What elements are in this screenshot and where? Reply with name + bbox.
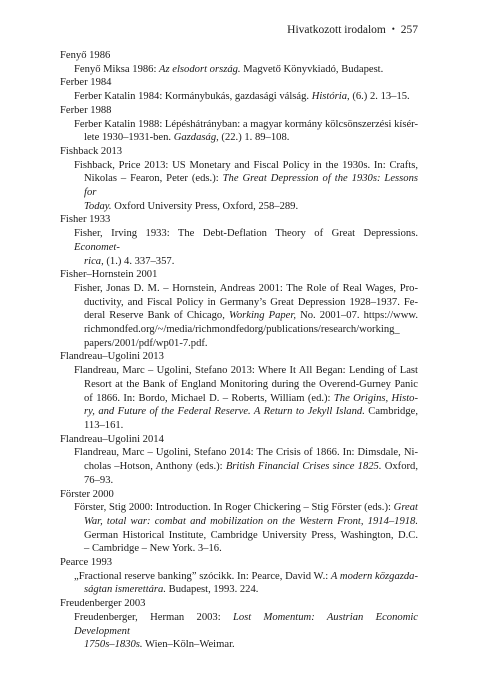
reference-segment: 113–161.: [84, 419, 124, 431]
reference-title-italic: ságtan ismerettára.: [84, 584, 167, 596]
reference-key: Ferber 1988: [60, 104, 112, 116]
reference-segment: , (6.) 2. 13–15.: [347, 91, 410, 103]
reference-text: [60, 282, 418, 351]
reference-line: [74, 638, 418, 652]
reference-line: [74, 282, 418, 296]
reference-segment: Fenyő Miksa 1986:: [74, 63, 160, 75]
reference-key: Fisher 1933: [60, 214, 111, 226]
reference-segment: 76–93.: [84, 474, 114, 486]
page-number: 257: [400, 24, 418, 36]
reference-segment: Flandreau, Marc – Ugolini, Stefano 2014: The Crisis of 1866. In: Dimsdale, Ni-: [74, 447, 418, 459]
reference-segment: Freudenberger, Herman 2003:: [74, 611, 233, 623]
reference-segment: papers/2001/pdf/wp01-7.pdf.: [84, 337, 208, 349]
running-header: [287, 24, 418, 36]
reference-line: [74, 364, 418, 378]
reference-line: [74, 460, 418, 474]
reference-segment: German Historical Institute, Cambridge University Press, Washington, D.C.: [84, 529, 418, 541]
reference-segment: lete 1930–1931-ben.: [84, 132, 174, 144]
reference-title-italic: Working Paper,: [228, 310, 296, 322]
reference-line: [74, 200, 418, 214]
reference-line: [74, 542, 418, 556]
reference-segment: Fishback, Price 2013: US Monetary and Fiscal Policy in the 1930s. In: Crafts,: [74, 159, 418, 171]
section-title: Hivatkozott irodalom: [287, 24, 386, 36]
reference-line: [74, 446, 418, 460]
reference-key: Flandreau–Ugolini 2013: [60, 351, 164, 363]
reference-line: [74, 337, 418, 351]
reference-line: [74, 90, 418, 104]
reference-line: [74, 323, 418, 337]
reference-segment: „Fractional reserve banking” szócikk. In: Pearce, David W.:: [74, 570, 331, 582]
reference-segment: No. 2001–07. https://www.: [295, 310, 418, 322]
reference-line: [74, 296, 418, 310]
reference-text: [60, 63, 418, 77]
reference-title-italic: Great: [393, 502, 418, 514]
reference-line: [74, 378, 418, 392]
reference-text: [60, 570, 418, 597]
reference-segment: Ferber Katalin 1984: Kormánybukás, gazdasági válság.: [74, 91, 312, 103]
reference-key: Fishback 2013: [60, 145, 123, 157]
reference-segment: Budapest, 1993. 224.: [166, 584, 259, 596]
reference-segment: Flandreau, Marc – Ugolini, Stefano 2013: Where It All Began: Lending of Last: [74, 365, 418, 377]
reference-title-italic: British Financial Crises since 1825.: [225, 461, 382, 473]
reference-line: [74, 255, 418, 269]
reference-key: Ferber 1984: [60, 77, 112, 89]
reference-line: [74, 309, 418, 323]
reference-line: [74, 570, 418, 584]
reference-key: Förster 2000: [60, 488, 114, 500]
reference-text: [60, 118, 418, 145]
reference-key: Fisher–Hornstein 2001: [60, 269, 158, 281]
reference-line: [74, 159, 418, 173]
reference-segment: richmondfed.org/~/media/richmondfedorg/publications/research/working_: [84, 324, 400, 336]
reference-title-italic: Economet-: [74, 241, 120, 253]
reference-segment: cholas –Hotson, Anthony (eds.):: [84, 461, 226, 473]
reference-segment: Nikolas – Fearon, Peter (eds.):: [84, 173, 223, 185]
reference-key: Flandreau–Ugolini 2014: [60, 433, 164, 445]
reference-title-italic: Today.: [84, 200, 112, 212]
reference-line: [74, 118, 418, 132]
reference-text: [60, 446, 418, 487]
reference-key: Pearce 1993: [60, 557, 113, 569]
reference-title-italic: 1750s–1830s.: [84, 639, 143, 651]
reference-line: [74, 419, 418, 433]
bullet-separator: •: [391, 24, 395, 34]
reference-text: [60, 159, 418, 214]
reference-segment: Wien–Köln–Weimar.: [142, 639, 235, 651]
reference-title-italic: Az elsodort ország.: [159, 63, 241, 75]
reference-line: [74, 63, 418, 77]
reference-title-italic: Lost Momentum: Austrian Economic Development: [74, 611, 418, 637]
reference-text: [60, 364, 418, 433]
reference-segment: Cambridge,: [364, 406, 418, 418]
reference-segment: Fisher, Irving 1933: The Debt-Deflation Theory of Great Depressions.: [74, 228, 418, 240]
reference-line: [74, 227, 418, 254]
reference-text: [60, 611, 418, 652]
reference-title-italic: Gazdaság: [173, 132, 217, 144]
reference-segment: Magvető Könyvkiadó, Budapest.: [240, 63, 384, 75]
reference-key: Freudenberger 2003: [60, 598, 146, 610]
reference-segment: Förster, Stig 2000: Introduction. In Roger Chickering – Stig Förster (eds.):: [74, 502, 394, 514]
reference-text: [60, 227, 418, 268]
reference-segment: of 1866. In: Bordo, Michael D. – Roberts, William (ed.):: [84, 392, 334, 404]
reference-title-italic: rica: [84, 255, 102, 267]
reference-line: [74, 529, 418, 543]
reference-line: [74, 131, 418, 145]
reference-segment: Ferber Katalin 1988: Lépéshátrányban: a magyar kormány kölcsönszerzési kísér-: [74, 118, 418, 130]
reference-segment: ductivity, and Fiscal Policy in Germany’s Great Depression 1928–1937. Fe-: [84, 296, 418, 308]
reference-line: [74, 611, 418, 638]
reference-line: [74, 474, 418, 488]
reference-title-italic: ry, and Future of the Federal Reserve. A Return to Jekyll Island.: [84, 406, 365, 418]
reference-segment: Fisher, Jonas D. M. – Hornstein, Andreas 2001: The Role of Real Wages, Pro-: [74, 282, 418, 294]
reference-line: [74, 405, 418, 419]
reference-title-italic: The Great Depression of the 1930s: Lessons for: [84, 173, 418, 199]
reference-line: [74, 515, 418, 529]
reference-title-italic: História: [311, 91, 348, 103]
reference-segment: , (1.) 4. 337–357.: [101, 255, 175, 267]
reference-key: Fenyő 1986: [60, 50, 111, 61]
reference-text: [60, 90, 418, 104]
reference-title-italic: The Origins, Histo-: [333, 392, 419, 404]
reference-segment: Oxford,: [381, 461, 418, 473]
reference-title-italic: A modern közgazda-: [330, 570, 418, 582]
reference-segment: Oxford University Press, Oxford, 258–289.: [111, 200, 299, 212]
reference-segment: deral Reserve Bank of Chicago,: [84, 310, 229, 322]
reference-segment: – Cambridge – New York. 3–16.: [84, 543, 222, 555]
reference-text: [60, 501, 418, 556]
reference-line: [74, 392, 418, 406]
reference-list: [60, 49, 418, 652]
reference-line: [74, 501, 418, 515]
reference-line: [74, 172, 418, 199]
reference-segment: , (22.) 1. 89–108.: [216, 132, 290, 144]
reference-segment: Resort at the Bank of England Monitoring during the Overend-Gurney Panic: [84, 378, 418, 390]
reference-title-italic: War, total war: combat and mobilization on the Western Front, 1914–1918.: [84, 515, 418, 527]
reference-line: [74, 583, 418, 597]
